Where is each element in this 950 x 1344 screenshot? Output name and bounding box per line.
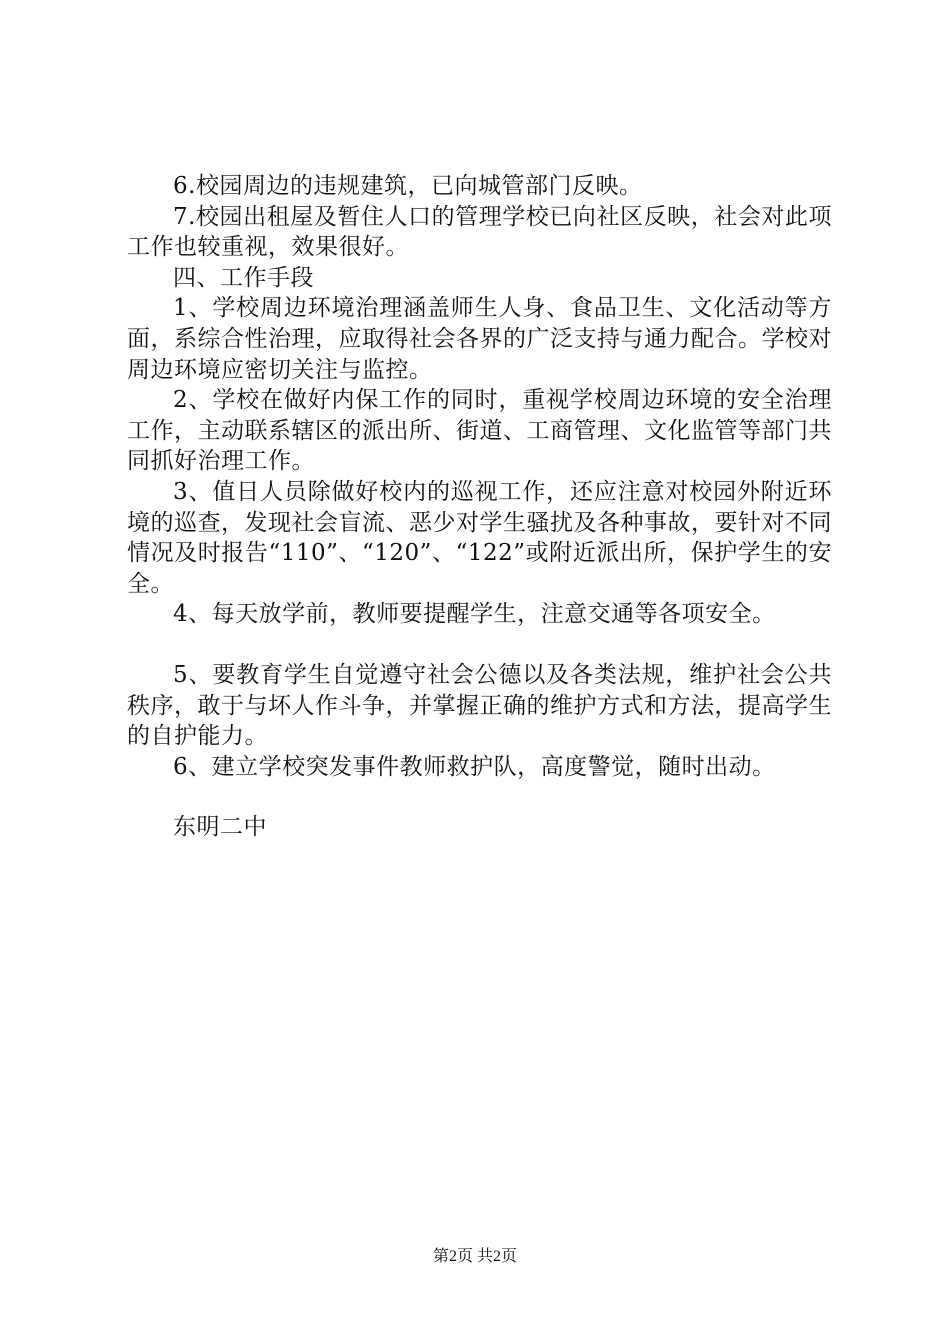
paragraph-item-7: 7.校园出租屋及暂住人口的管理学校已向社区反映，社会对此项工作也较重视，效果很好。	[127, 203, 832, 261]
paragraph-item-6: 6.校园周边的违规建筑，已向城管部门反映。	[173, 173, 643, 199]
page-footer: 第2页 共2页	[432, 1248, 517, 1265]
document-body	[127, 171, 832, 843]
signature-spacer	[127, 782, 832, 812]
section-heading-work-methods: 四、工作手段	[173, 264, 314, 291]
paragraph-method-5: 5、要教育学生自觉遵守社会公德以及各类法规，维护社会公共秩序，敢于与坏人作斗争，并掌握正确的维护方式和方法，提高学生的自护能力。	[127, 661, 832, 750]
paragraph-spacer	[127, 630, 832, 660]
paragraph-method-2: 2、学校在做好内保工作的同时，重视学校周边环境的安全治理工作，主动联系辖区的派出所、街道、工商管理、文化监管等部门共同抓好治理工作。	[127, 387, 832, 475]
signature-school-name: 东明二中	[173, 814, 267, 841]
paragraph-method-6: 6、建立学校突发事件教师救护队，高度警觉，随时出动。	[173, 753, 776, 780]
paragraph-method-3: 3、值日人员除做好校内的巡视工作，还应注意对校园外附近环境的巡查，发现社会盲流、恶少对学生骚扰及各种事故，要针对不同情况及时报告“110”、“120”、“122”或附近派出所，保护学生的安全。	[127, 478, 832, 597]
paragraph-method-4: 4、每天放学前，教师要提醒学生，注意交通等各项安全。	[173, 601, 776, 628]
paragraph-method-1: 1、学校周边环境治理涵盖师生人身、食品卫生、文化活动等方面，系综合性治理，应取得社会各界的广泛支持与通力配合。学校对周边环境应密切关注与监控。	[127, 295, 832, 383]
